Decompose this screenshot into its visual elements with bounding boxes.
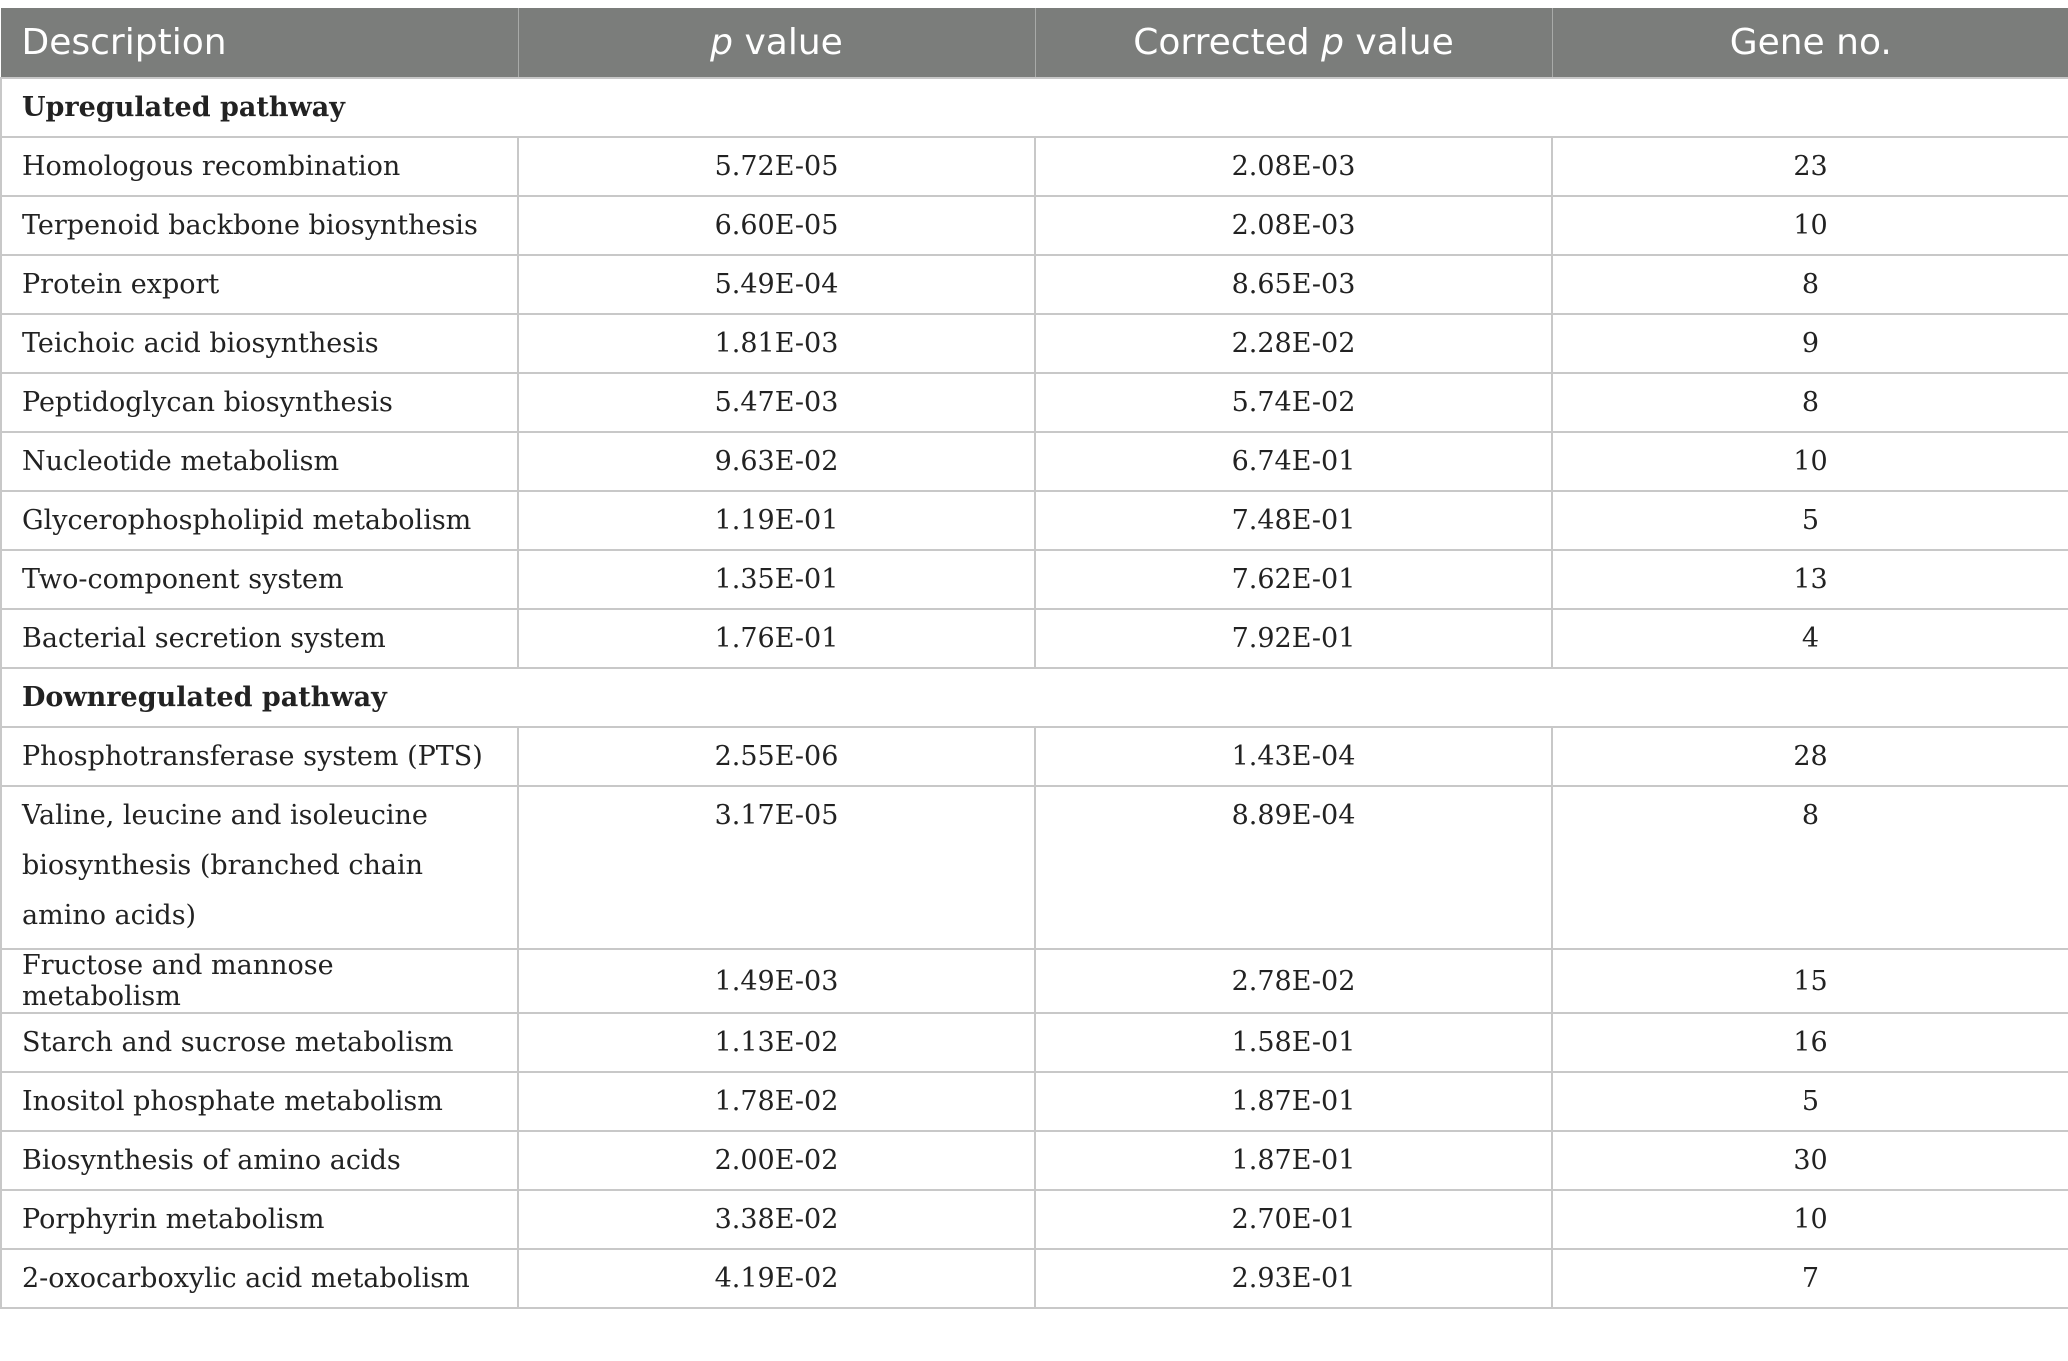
row-gene-count: 28: [1552, 727, 2068, 786]
row-gene-count: 5: [1552, 491, 2068, 550]
row-corrected-p-value: 7.62E-01: [1035, 550, 1552, 609]
row-gene-count: 8: [1552, 373, 2068, 432]
pathway-table-container: [0, 8, 2068, 1309]
row-corrected-p-value: 5.74E-02: [1035, 373, 1552, 432]
row-p-value: 9.63E-02: [518, 432, 1035, 491]
header-p-value: p value: [518, 8, 1035, 78]
row-gene-count: 30: [1552, 1131, 2068, 1190]
section-row-downregulated: [1, 668, 2068, 727]
row-p-value: 1.81E-03: [518, 314, 1035, 373]
table-row: [1, 786, 2068, 949]
section-row-upregulated: [1, 78, 2068, 137]
table-row: [1, 1072, 2068, 1131]
row-p-value: 5.49E-04: [518, 255, 1035, 314]
row-description: Biosynthesis of amino acids: [1, 1131, 518, 1190]
table-row: [1, 196, 2068, 255]
row-corrected-p-value: 1.43E-04: [1035, 727, 1552, 786]
header-gene-no: Gene no.: [1552, 8, 2068, 78]
row-description: Two-component system: [1, 550, 518, 609]
row-corrected-p-value: 8.65E-03: [1035, 255, 1552, 314]
row-corrected-p-value: 1.58E-01: [1035, 1013, 1552, 1072]
row-corrected-p-value: 1.87E-01: [1035, 1131, 1552, 1190]
row-corrected-p-value: 2.28E-02: [1035, 314, 1552, 373]
row-description: Fructose and mannose metabolism: [1, 949, 518, 1013]
row-gene-count: 16: [1552, 1013, 2068, 1072]
table-row: [1, 314, 2068, 373]
table-header: [1, 8, 2068, 78]
row-description: Inositol phosphate metabolism: [1, 1072, 518, 1131]
row-p-value: 1.76E-01: [518, 609, 1035, 668]
table-row: [1, 949, 2068, 1013]
row-description: Nucleotide metabolism: [1, 432, 518, 491]
row-gene-count: 10: [1552, 432, 2068, 491]
pathway-enrichment-table: [0, 8, 2068, 1309]
row-description: Phosphotransferase system (PTS): [1, 727, 518, 786]
row-description: Bacterial secretion system: [1, 609, 518, 668]
row-gene-count: 7: [1552, 1249, 2068, 1308]
row-p-value: 1.49E-03: [518, 949, 1035, 1013]
row-corrected-p-value: 2.70E-01: [1035, 1190, 1552, 1249]
row-description: Homologous recombination: [1, 137, 518, 196]
row-corrected-p-value: 2.08E-03: [1035, 196, 1552, 255]
row-description: Peptidoglycan biosynthesis: [1, 373, 518, 432]
table-row: [1, 137, 2068, 196]
row-gene-count: 23: [1552, 137, 2068, 196]
header-corrected-p-value: Corrected p value: [1035, 8, 1552, 78]
header-description: Description: [1, 8, 518, 78]
row-gene-count: 10: [1552, 1190, 2068, 1249]
row-p-value: 4.19E-02: [518, 1249, 1035, 1308]
row-corrected-p-value: 7.48E-01: [1035, 491, 1552, 550]
table-row: [1, 432, 2068, 491]
row-description: Valine, leucine and isoleucine biosynthesis (branched chain amino acids): [1, 786, 518, 949]
table-body: [1, 78, 2068, 1308]
section-title: Downregulated pathway: [1, 668, 2068, 727]
table-row: [1, 550, 2068, 609]
row-corrected-p-value: 8.89E-04: [1035, 786, 1552, 949]
table-row: [1, 255, 2068, 314]
row-description: Glycerophospholipid metabolism: [1, 491, 518, 550]
row-p-value: 1.19E-01: [518, 491, 1035, 550]
row-description: Porphyrin metabolism: [1, 1190, 518, 1249]
table-row: [1, 1249, 2068, 1308]
section-title: Upregulated pathway: [1, 78, 2068, 137]
row-gene-count: 4: [1552, 609, 2068, 668]
row-description: Starch and sucrose metabolism: [1, 1013, 518, 1072]
row-p-value: 5.72E-05: [518, 137, 1035, 196]
row-corrected-p-value: 2.93E-01: [1035, 1249, 1552, 1308]
row-p-value: 3.38E-02: [518, 1190, 1035, 1249]
row-p-value: 1.78E-02: [518, 1072, 1035, 1131]
row-gene-count: 9: [1552, 314, 2068, 373]
table-row: [1, 1190, 2068, 1249]
header-row: [1, 8, 2068, 78]
row-corrected-p-value: 1.87E-01: [1035, 1072, 1552, 1131]
row-description: Terpenoid backbone biosynthesis: [1, 196, 518, 255]
row-corrected-p-value: 2.08E-03: [1035, 137, 1552, 196]
row-corrected-p-value: 6.74E-01: [1035, 432, 1552, 491]
row-p-value: 1.35E-01: [518, 550, 1035, 609]
row-corrected-p-value: 7.92E-01: [1035, 609, 1552, 668]
row-gene-count: 10: [1552, 196, 2068, 255]
table-row: [1, 373, 2068, 432]
row-gene-count: 5: [1552, 1072, 2068, 1131]
row-p-value: 2.55E-06: [518, 727, 1035, 786]
row-gene-count: 8: [1552, 786, 2068, 949]
row-description: Teichoic acid biosynthesis: [1, 314, 518, 373]
row-gene-count: 15: [1552, 949, 2068, 1013]
table-row: [1, 1013, 2068, 1072]
table-row: [1, 609, 2068, 668]
row-p-value: 5.47E-03: [518, 373, 1035, 432]
row-p-value: 1.13E-02: [518, 1013, 1035, 1072]
row-p-value: 2.00E-02: [518, 1131, 1035, 1190]
table-row: [1, 491, 2068, 550]
row-corrected-p-value: 2.78E-02: [1035, 949, 1552, 1013]
table-row: [1, 1131, 2068, 1190]
row-gene-count: 8: [1552, 255, 2068, 314]
row-gene-count: 13: [1552, 550, 2068, 609]
table-row: [1, 727, 2068, 786]
row-p-value: 3.17E-05: [518, 786, 1035, 949]
row-p-value: 6.60E-05: [518, 196, 1035, 255]
row-description: Protein export: [1, 255, 518, 314]
row-description: 2-oxocarboxylic acid metabolism: [1, 1249, 518, 1308]
